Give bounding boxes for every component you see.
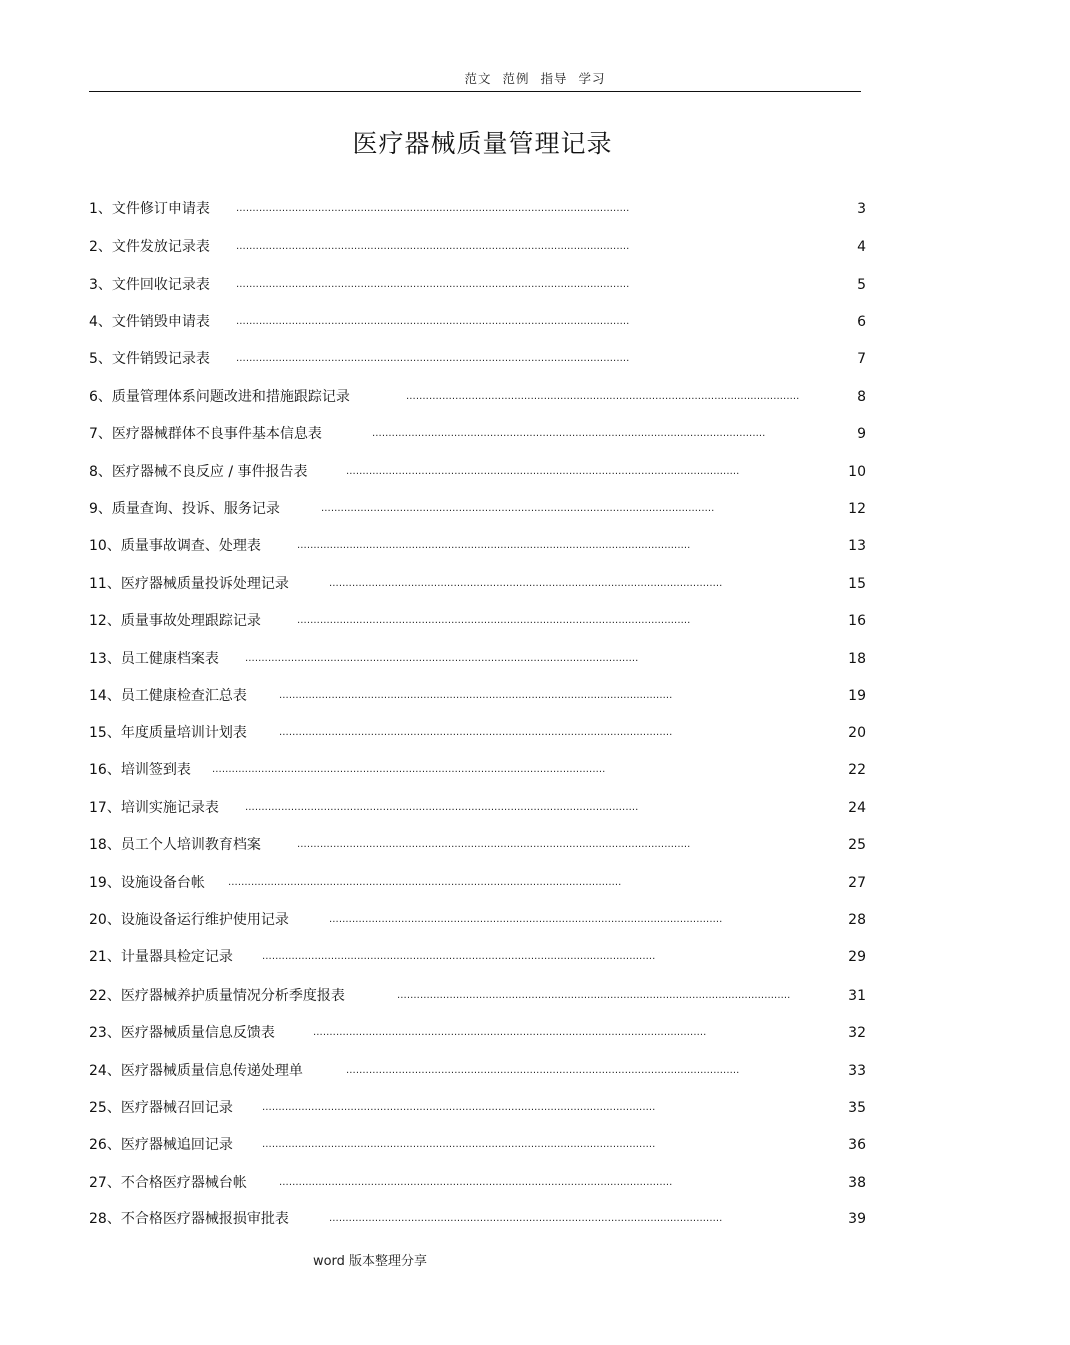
toc-entry[interactable] — [0, 649, 950, 669]
toc-leader-dots: ........................................................................................................................ — [297, 615, 691, 626]
toc-entry-label: 25、医疗器械召回记录 — [89, 1100, 233, 1116]
toc-entry-page: 20 — [848, 725, 866, 741]
toc-entry-page: 19 — [848, 688, 866, 704]
toc-entry-page: 4 — [857, 239, 866, 255]
toc-entry-page: 27 — [848, 875, 866, 891]
page-header: 范文 范例 指导 学习 — [464, 71, 606, 86]
document-title: 医疗器械质量管理记录 — [352, 129, 613, 158]
toc-leader-dots: ........................................................................................................................ — [245, 653, 639, 664]
toc-entry-label: 7、医疗器械群体不良事件基本信息表 — [89, 426, 322, 442]
toc-leader-dots: ........................................................................................................................ — [279, 690, 673, 701]
toc-entry[interactable] — [0, 237, 950, 257]
toc-entry-label: 28、不合格医疗器械报损审批表 — [89, 1211, 289, 1227]
toc-leader-dots: ........................................................................................................................ — [236, 279, 630, 290]
toc-entry-label: 13、员工健康档案表 — [89, 651, 219, 667]
toc-entry[interactable] — [0, 835, 950, 855]
toc-entry-page: 36 — [848, 1137, 866, 1153]
toc-entry-page: 25 — [848, 837, 866, 853]
toc-entry-page: 35 — [848, 1100, 866, 1116]
toc-entry-page: 15 — [848, 576, 866, 592]
toc-leader-dots: ........................................................................................................................ — [346, 466, 740, 477]
toc-entry-label: 3、文件回收记录表 — [89, 277, 210, 293]
toc-entry[interactable] — [0, 798, 950, 818]
toc-entry-page: 10 — [848, 464, 866, 480]
toc-leader-dots: ........................................................................................................................ — [262, 1139, 656, 1150]
toc-entry-label: 11、医疗器械质量投诉处理记录 — [89, 576, 289, 592]
toc-leader-dots: ........................................................................................................................ — [236, 203, 630, 214]
toc-entry[interactable] — [0, 760, 950, 780]
toc-entry-label: 20、设施设备运行维护使用记录 — [89, 912, 289, 928]
toc-leader-dots: ........................................................................................................................ — [245, 802, 639, 813]
toc-entry-label: 19、设施设备台帐 — [89, 875, 205, 891]
toc-entry-page: 32 — [848, 1025, 866, 1041]
toc-leader-dots: ........................................................................................................................ — [297, 839, 691, 850]
toc-entry[interactable] — [0, 1098, 950, 1118]
toc-leader-dots: ........................................................................................................................ — [262, 951, 656, 962]
toc-entry[interactable] — [0, 1173, 950, 1193]
toc-leader-dots: ........................................................................................................................ — [279, 1177, 673, 1188]
toc-entry-label: 12、质量事故处理跟踪记录 — [89, 613, 261, 629]
toc-entry-label: 14、员工健康检查汇总表 — [89, 688, 247, 704]
toc-entry[interactable] — [0, 312, 950, 332]
toc-entry[interactable] — [0, 275, 950, 295]
page-footer: word 版本整理分享 — [312, 1254, 428, 1269]
toc-entry-page: 13 — [848, 538, 866, 554]
toc-entry-page: 31 — [848, 988, 866, 1004]
toc-entry-page: 22 — [848, 762, 866, 778]
toc-entry[interactable] — [0, 424, 950, 444]
toc-entry-label: 22、医疗器械养护质量情况分析季度报表 — [89, 988, 345, 1004]
toc-leader-dots: ........................................................................................................................ — [346, 1065, 740, 1076]
toc-leader-dots: ........................................................................................................................ — [329, 1213, 723, 1224]
toc-leader-dots: ........................................................................................................................ — [406, 391, 800, 402]
toc-entry-label: 23、医疗器械质量信息反馈表 — [89, 1025, 275, 1041]
toc-entry-page: 24 — [848, 800, 866, 816]
toc-leader-dots: ........................................................................................................................ — [397, 990, 791, 1001]
toc-leader-dots: ........................................................................................................................ — [329, 914, 723, 925]
toc-entry-label: 4、文件销毁申请表 — [89, 314, 210, 330]
toc-entry[interactable] — [0, 536, 950, 556]
toc-entry-label: 16、培训签到表 — [89, 762, 191, 778]
toc-entry-page: 39 — [848, 1211, 866, 1227]
toc-entry-page: 9 — [857, 426, 866, 442]
toc-entry[interactable] — [0, 910, 950, 930]
toc-entry[interactable] — [0, 1061, 950, 1081]
toc-leader-dots: ........................................................................................................................ — [297, 540, 691, 551]
toc-entry[interactable] — [0, 873, 950, 893]
toc-entry-page: 16 — [848, 613, 866, 629]
toc-leader-dots: ........................................................................................................................ — [228, 877, 622, 888]
toc-leader-dots: ........................................................................................................................ — [329, 578, 723, 589]
toc-entry[interactable] — [0, 686, 950, 706]
toc-leader-dots: ........................................................................................................................ — [212, 764, 606, 775]
toc-entry[interactable] — [0, 462, 950, 482]
toc-entry[interactable] — [0, 499, 950, 519]
toc-leader-dots: ........................................................................................................................ — [313, 1027, 707, 1038]
toc-entry-page: 38 — [848, 1175, 866, 1191]
toc-entry[interactable] — [0, 387, 950, 407]
toc-entry-page: 3 — [857, 201, 866, 217]
toc-entry[interactable] — [0, 1135, 950, 1155]
toc-entry-page: 28 — [848, 912, 866, 928]
toc-entry-page: 18 — [848, 651, 866, 667]
toc-entry-page: 6 — [857, 314, 866, 330]
toc-entry-label: 27、不合格医疗器械台帐 — [89, 1175, 247, 1191]
toc-leader-dots: ........................................................................................................................ — [236, 353, 630, 364]
toc-entry-label: 5、文件销毁记录表 — [89, 351, 210, 367]
toc-leader-dots: ........................................................................................................................ — [321, 503, 715, 514]
toc-entry-page: 12 — [848, 501, 866, 517]
toc-entry-label: 18、员工个人培训教育档案 — [89, 837, 261, 853]
toc-entry-page: 29 — [848, 949, 866, 965]
toc-entry-label: 24、医疗器械质量信息传递处理单 — [89, 1063, 303, 1079]
toc-entry-page: 5 — [857, 277, 866, 293]
toc-entry[interactable] — [0, 723, 950, 743]
toc-entry-page: 8 — [857, 389, 866, 405]
toc-entry-label: 6、质量管理体系问题改进和措施跟踪记录 — [89, 389, 350, 405]
toc-entry[interactable] — [0, 611, 950, 631]
toc-entry-page: 7 — [857, 351, 866, 367]
toc-entry[interactable] — [0, 986, 950, 1006]
toc-entry-label: 9、质量查询、投诉、服务记录 — [89, 501, 280, 517]
toc-leader-dots: ........................................................................................................................ — [262, 1102, 656, 1113]
toc-entry-label: 8、医疗器械不良反应 / 事件报告表 — [89, 464, 308, 480]
toc-entry-label: 1、文件修订申请表 — [89, 201, 210, 217]
toc-entry-label: 15、年度质量培训计划表 — [89, 725, 247, 741]
toc-entry[interactable] — [0, 199, 950, 219]
toc-leader-dots: ........................................................................................................................ — [236, 241, 630, 252]
toc-entry[interactable] — [0, 574, 950, 594]
toc-entry-page: 33 — [848, 1063, 866, 1079]
toc-leader-dots: ........................................................................................................................ — [372, 428, 766, 439]
toc-entry-label: 17、培训实施记录表 — [89, 800, 219, 816]
toc-entry[interactable] — [0, 947, 950, 967]
toc-entry[interactable] — [0, 349, 950, 369]
toc-entry-label: 2、文件发放记录表 — [89, 239, 210, 255]
toc-entry[interactable] — [0, 1209, 950, 1229]
toc-entry-label: 10、质量事故调查、处理表 — [89, 538, 261, 554]
toc-leader-dots: ........................................................................................................................ — [236, 316, 630, 327]
toc-entry[interactable] — [0, 1023, 950, 1043]
toc-entry-label: 26、医疗器械追回记录 — [89, 1137, 233, 1153]
toc-leader-dots: ........................................................................................................................ — [279, 727, 673, 738]
toc-entry-label: 21、计量器具检定记录 — [89, 949, 233, 965]
